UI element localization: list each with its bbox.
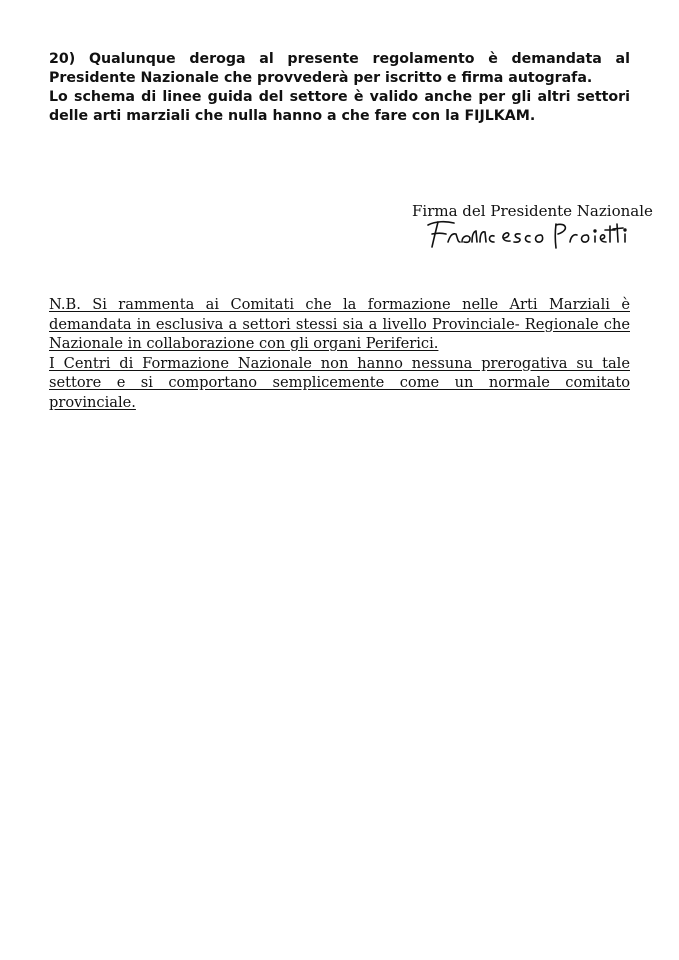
note-block	[49, 295, 630, 412]
article-20-text: 20) Qualunque deroga al presente regolamento è demandata al Presidente Nazionale che provvederà per iscritto e firma autografa.	[49, 51, 630, 86]
note-paragraph-2: I Centri di Formazione Nazionale non hanno nessuna prerogativa su tale settore e si comportano semplicemente come un normale comitato provinciale.	[49, 354, 630, 411]
guidelines-text: Lo schema di linee guida del settore è valido anche per gli altri settori delle arti marziali che nulla hanno a che fare con la FIJLKAM.	[49, 89, 630, 124]
signature-label: Firma del Presidente Nazionale	[412, 202, 653, 220]
note-paragraph-1: N.B. Si rammenta ai Comitati che la formazione nelle Arti Marziali è demandata in esclusiva a settori stessi sia a livello Provinciale- Regionale che Nazionale in collaborazione con gli organi Periferici.	[49, 296, 630, 352]
article-20	[49, 50, 630, 126]
handwritten-signature	[424, 212, 629, 252]
